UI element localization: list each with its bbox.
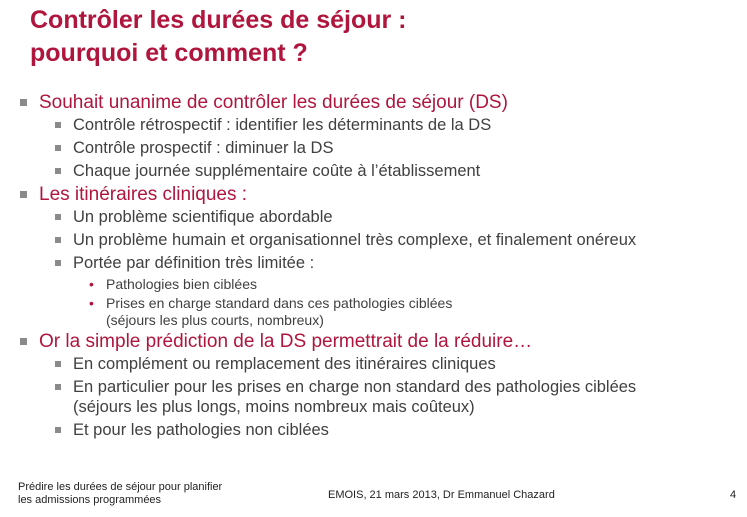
footer-presentation-title: Prédire les durées de séjour pour planifier les admissions programmées [18, 481, 223, 506]
slide-title-line-2: pourquoi et comment ? [30, 39, 308, 67]
square-bullet-icon [20, 338, 27, 345]
list-item: Contrôle prospectif : diminuer la DS [0, 138, 747, 158]
square-bullet-icon [55, 361, 61, 367]
list-item: Chaque journée supplémentaire coûte à l’établissement [0, 161, 747, 181]
sub-list-item: • Prises en charge standard dans ces pathologies ciblées (séjours les plus courts, nombreux) [89, 295, 453, 328]
slide-title-line-1: Contrôler les durées de séjour : [30, 6, 407, 34]
square-bullet-icon [55, 384, 61, 390]
dot-bullet-icon: • [89, 276, 94, 292]
square-bullet-icon [55, 214, 61, 220]
list-item: En particulier pour les prises en charge non standard des pathologies ciblées (séjours les plus longs, moins nombreux mais coûteux) [0, 377, 747, 417]
list-item: En complément ou remplacement des itinéraires cliniques [0, 354, 747, 374]
square-bullet-icon [55, 260, 61, 266]
slide-content [0, 92, 747, 443]
square-bullet-icon [55, 168, 61, 174]
list-item: Contrôle rétrospectif : identifier les déterminants de la DS [0, 115, 747, 135]
list-item: Un problème scientifique abordable [0, 207, 747, 227]
square-bullet-icon [20, 99, 27, 106]
section-heading-ds-prediction: Or la simple prédiction de la DS permettrait de la réduire… [0, 331, 747, 353]
slide-title [30, 4, 730, 70]
list-item: Et pour les pathologies non ciblées [0, 420, 747, 440]
list-item: Portée par définition très limitée : [0, 253, 747, 273]
sub-list-item: • Pathologies bien ciblées [89, 276, 257, 292]
footer-event-author: EMOIS, 21 mars 2013, Dr Emmanuel Chazard [328, 489, 555, 501]
section-heading-ds-control: Souhait unanime de contrôler les durées de séjour (DS) [0, 92, 747, 114]
slide-number: 4 [730, 489, 737, 501]
section-heading-clinical-pathways: Les itinéraires cliniques : [0, 184, 747, 206]
square-bullet-icon [55, 145, 61, 151]
square-bullet-icon [20, 191, 27, 198]
dot-bullet-icon: • [89, 295, 94, 311]
square-bullet-icon [55, 427, 61, 433]
list-item: Un problème humain et organisationnel très complexe, et finalement onéreux [0, 230, 747, 250]
square-bullet-icon [55, 237, 61, 243]
square-bullet-icon [55, 122, 61, 128]
